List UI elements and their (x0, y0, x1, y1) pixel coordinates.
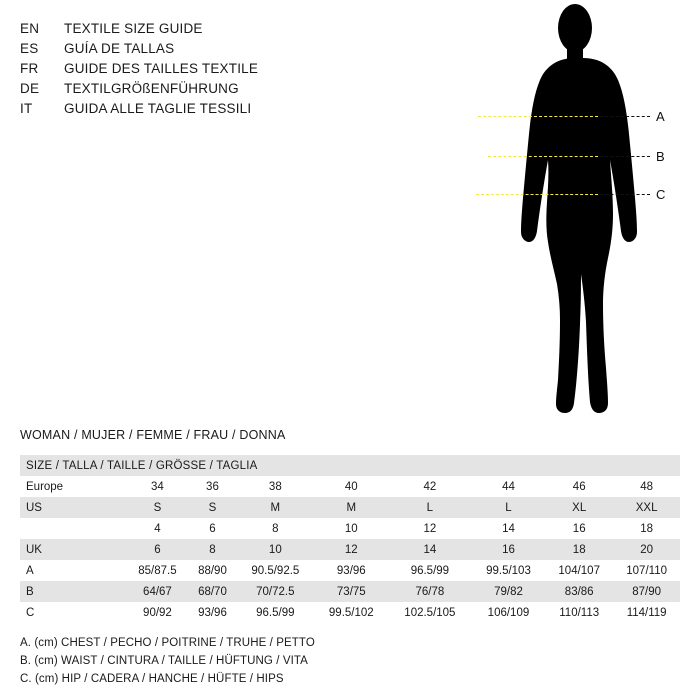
cell: 85/87.5 (138, 564, 177, 577)
cell: 76/78 (388, 581, 472, 602)
section-title-woman: WOMAN / MUJER / FEMME / FRAU / DONNA (20, 428, 286, 442)
language-code: IT (20, 101, 33, 116)
row-label (20, 518, 126, 539)
language-code: EN (20, 21, 40, 36)
cell: 36 (206, 480, 219, 493)
cell: L (388, 497, 472, 518)
cell: 70/72.5 (236, 581, 315, 602)
chest-leader-line (600, 116, 650, 117)
cell: XXL (613, 497, 680, 518)
cell: 96.5/99 (256, 606, 295, 619)
female-silhouette-figure (460, 0, 690, 430)
cell: 4 (154, 522, 161, 535)
language-row (20, 100, 440, 117)
language-row (20, 40, 440, 57)
language-title: TEXTILE SIZE GUIDE (64, 21, 203, 36)
cell: 42 (423, 480, 437, 493)
cell: 68/70 (189, 581, 236, 602)
cell: 34 (151, 480, 164, 493)
measurement-legend (20, 634, 315, 688)
cell: 14 (388, 539, 472, 560)
cell: 6 (209, 522, 216, 535)
language-title: GUÍA DE TALLAS (64, 41, 175, 56)
language-code: ES (20, 41, 39, 56)
table-row (20, 581, 680, 602)
cell: 88/90 (198, 564, 227, 577)
cell: 99.5/102 (328, 606, 374, 619)
cell: 93/96 (198, 606, 227, 619)
cell: 20 (613, 539, 680, 560)
row-label: UK (20, 539, 126, 560)
cell: 10 (344, 522, 358, 535)
cell: 104/107 (558, 564, 600, 577)
language-title: TEXTILGRÖßENFÜHRUNG (64, 81, 239, 96)
cell: 90.5/92.5 (251, 564, 300, 577)
row-label: Europe (26, 480, 64, 493)
size-header-label: SIZE / TALLA / TAILLE / GRÖSSE / TAGLIA (20, 455, 680, 476)
cell: 64/67 (126, 581, 189, 602)
cell: 79/82 (472, 581, 545, 602)
language-title-block (20, 20, 440, 120)
cell: 48 (640, 480, 654, 493)
cell: 6 (126, 539, 189, 560)
table-row-size-header (20, 455, 680, 476)
cell: 14 (502, 522, 515, 535)
table-row (20, 497, 680, 518)
language-code: FR (20, 61, 39, 76)
hip-leader-line (600, 194, 650, 195)
table-row (20, 539, 680, 560)
cell: XL (545, 497, 613, 518)
cell: 87/90 (613, 581, 680, 602)
cell: 96.5/99 (410, 564, 450, 577)
row-label: B (20, 581, 126, 602)
cell: 8 (272, 522, 279, 535)
cell: 110/113 (559, 606, 600, 619)
cell: 107/110 (626, 564, 667, 577)
language-row (20, 80, 440, 97)
language-title: GUIDE DES TAILLES TEXTILE (64, 61, 259, 76)
cell: 18 (545, 539, 613, 560)
size-table (20, 455, 680, 623)
cell: 90/92 (143, 606, 172, 619)
cell: 12 (423, 522, 437, 535)
legend-line-a: A. (cm) CHEST / PECHO / POITRINE / TRUHE / PETTO (20, 637, 315, 649)
cell: 12 (315, 539, 388, 560)
cell: 93/96 (336, 564, 366, 577)
table-row (20, 602, 680, 623)
cell: 73/75 (315, 581, 388, 602)
row-label: C (26, 606, 35, 619)
language-code: DE (20, 81, 40, 96)
cell: S (189, 497, 236, 518)
cell: 18 (640, 522, 654, 535)
language-row (20, 20, 440, 37)
legend-line-c: C. (cm) HIP / CADERA / HANCHE / HÜFTE / HIPS (20, 673, 284, 685)
row-label: A (26, 564, 34, 577)
measure-label-c: C (656, 187, 666, 202)
cell: 46 (572, 480, 586, 493)
cell: L (472, 497, 545, 518)
chest-measure-line (478, 116, 598, 117)
cell: 16 (472, 539, 545, 560)
cell: 44 (502, 480, 515, 493)
cell: 16 (572, 522, 586, 535)
hip-measure-line (476, 194, 598, 195)
cell: 102.5/105 (404, 606, 456, 619)
cell: 83/86 (545, 581, 613, 602)
table-row (20, 476, 680, 497)
cell: M (236, 497, 315, 518)
cell: 106/109 (487, 606, 530, 619)
row-label: US (20, 497, 126, 518)
cell: 8 (189, 539, 236, 560)
legend-line-b: B. (cm) WAIST / CINTURA / TAILLE / HÜFTUNG / VITA (20, 655, 308, 667)
cell: M (315, 497, 388, 518)
table-row (20, 560, 680, 581)
cell: 10 (236, 539, 315, 560)
cell: S (126, 497, 189, 518)
cell: 99.5/103 (486, 564, 531, 577)
waist-measure-line (488, 156, 598, 157)
measure-label-b: B (656, 149, 665, 164)
waist-leader-line (600, 156, 650, 157)
cell: 114/119 (626, 606, 667, 619)
cell: 40 (344, 480, 358, 493)
language-row (20, 60, 440, 77)
measure-label-a: A (656, 109, 665, 124)
female-body-silhouette-icon (480, 2, 670, 422)
language-title: GUIDA ALLE TAGLIE TESSILI (64, 101, 252, 116)
cell: 38 (268, 480, 282, 493)
table-row (20, 518, 680, 539)
